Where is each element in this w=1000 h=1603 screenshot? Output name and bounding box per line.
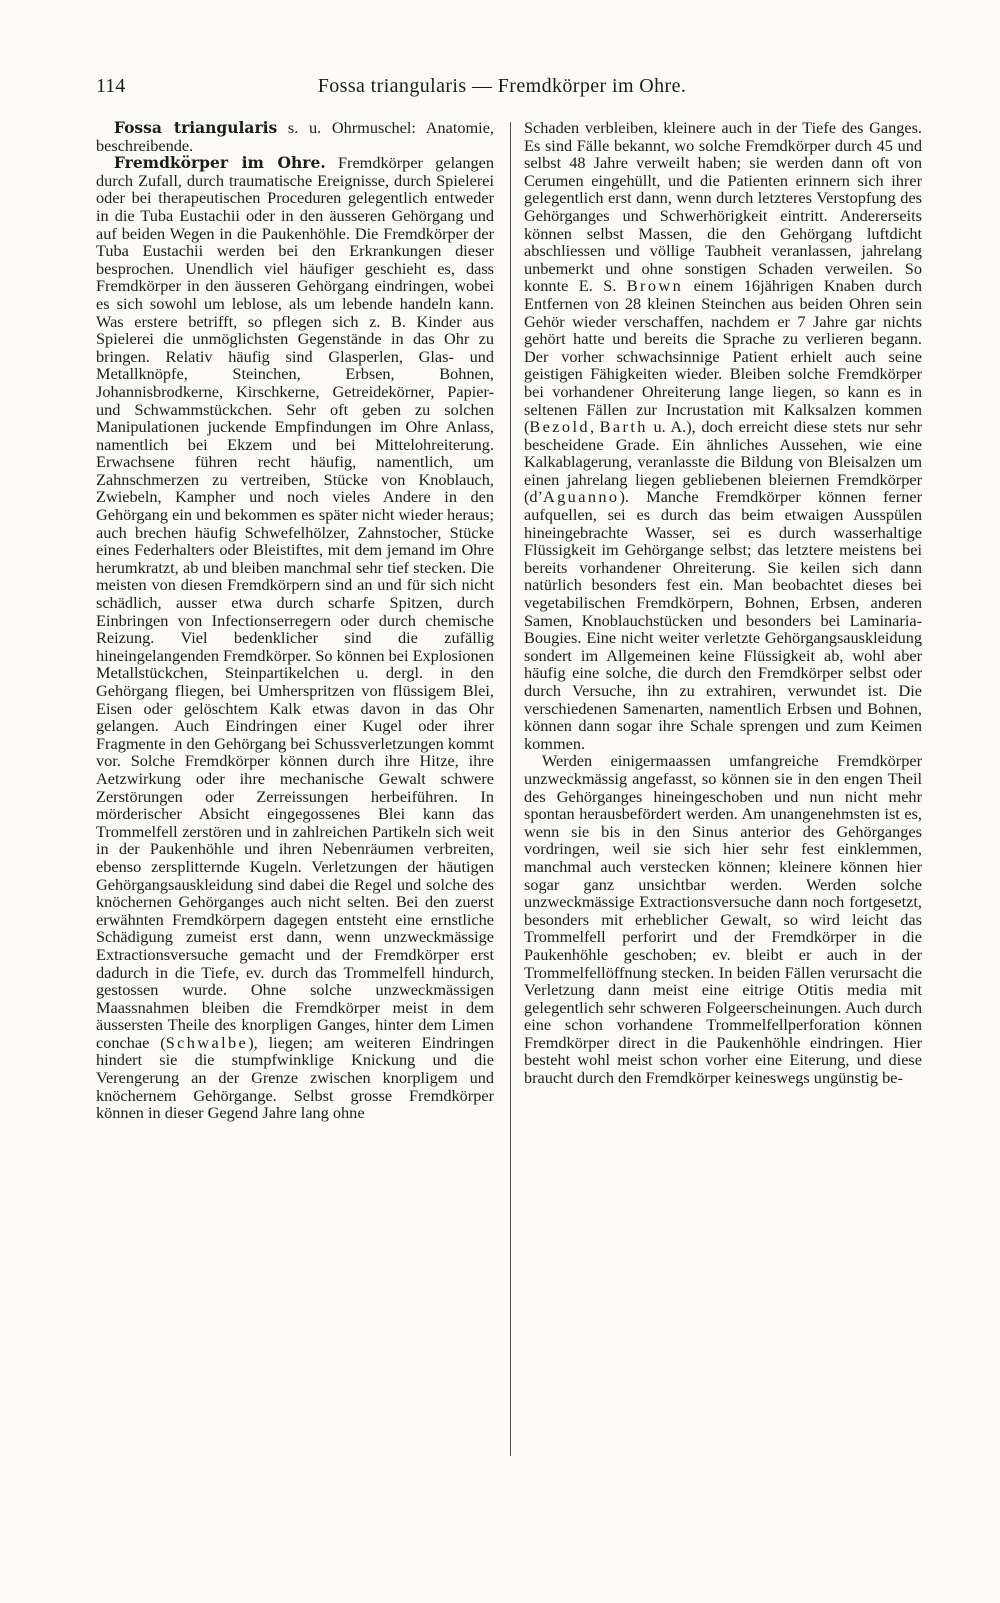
entry-term: Fremdkörper im Ohre. bbox=[113, 153, 326, 173]
text-run: Schaden verbleiben, kleinere auch in der Tiefe des Ganges. Es sind Fälle bekannt, wo solche Fremdkörper durch 45 und selbst 48 Jahre verweilt haben; sie werden dann oft von Cerumen eingehüllt, und die Patienten erinnern sich ihrer gelegentlich erst dann, wenn durch letzteres Verstopfung des Gehörganges und Schwerhörigkeit eintritt. Andererseits können selbst Massen, die den Gehörgang luftdicht abschliessen und völlige Taubheit veranlassen, jahrelang unbemerkt und ohne sonstigen Schaden verweilen. So konnte E. S. bbox=[524, 118, 922, 296]
paragraph bbox=[524, 119, 922, 752]
text-run: ). Manche Fremdkörper können ferner aufquellen, sei es durch das beim etwaigen Ausspülen hineingebrachte Wasser, sei es durch wasserhaltige Flüssigkeit im Gehörgange selbst; das letztere meistens bei bereits vorhandener Ohreiterung. Sie keilen sich dann natürlich besonders fest ein. Man beobachtet dieses bei vegetabilischen Fremdkörpern, Bohnen, Erbsen, anderen Samen, Knoblauchstücken und besonders bei Laminaria-Bougies. Eine nicht weiter verletzte Gehörgangsauskleidung sondert im Allgemeinen keine Flüssigkeit ab, wohl aber häufig eine solche, die durch den Fremdkörper selbst oder durch Versuche, ihn zu extrahiren, verwundet ist. Die verschiedenen Samenarten, namentlich Erbsen und Bohnen, können dann sogar ihre Schale sprengen und zum Keimen kommen. bbox=[524, 487, 922, 753]
entry-term: Fossa triangularis bbox=[113, 118, 278, 137]
author-name: Schwalbe bbox=[165, 1032, 249, 1052]
author-name: Bezold bbox=[529, 417, 590, 437]
text-run: u. A.), doch erreicht diese stets nur sehr bescheidene Grade. Ein ähnliches Aussehen, wie eine Kalkablagerung, veranlasste die Bildung von Bleisalzen um einen jahrelang liegen gebliebenen bleiernen Fremdkörper (d’ bbox=[524, 417, 923, 507]
entry-text: s. u. Ohrmuschel: Anatomie, beschreibende. bbox=[96, 118, 494, 155]
text-run: einem 16jährigen Knaben durch Entfernen von 28 kleinen Steinchen aus beiden Ohren sein Gehör wieder verschaffen, nachdem er 7 Jahre gar nichts gehört hatte und bereits die Sprache zu verlieren begann. Der vorher schwachsinnige Patient erhielt auch seine geistigen Fähigkeiten wieder. Bleiben solche Fremdkörper bei vorhandener Ohreiterung lange liegen, so kann es in seltenen Fällen zur Incrustation mit Kalksalzen kommen ( bbox=[524, 276, 923, 437]
entry-text: Fremdkörper gelangen durch Zufall, durch traumatische Ereignisse, durch Spielerei oder bei therapeutischen Proceduren gelegentlich entweder in die Tuba Eustachii oder in den äusseren Gehörgang und auf beiden Wegen in die Paukenhöhle. Die Fremdkörper der Tuba Eustachii werden bei den Erkrankungen dieser besprochen. Unendlich viel häufiger geschieht es, dass Fremdkörper in den äusseren Gehörgang eindringen, wobei es sich sowohl um leblose, als um lebende handeln kann. Was erstere betrifft, so pflegen sich z. B. Kinder aus Spielerei die unmöglichsten Gegenstände in das Ohr zu bringen. Relativ häufig sind Glasperlen, Glas- und Metallknöpfe, Steinchen, Erbsen, Bohnen, Johannisbrodkerne, Kirschkerne, Getreidekörner, Papier- und Schwammstückchen. Sehr oft geben zu solchen Manipulationen juckende Empfindungen im Ohre Anlass, namentlich bei Ekzem und bei Mittelohreiterung. Erwachsene führen recht häufig, namentlich, um Zahnschmerzen zu vertreiben, Stücke von Knoblauch, Zwiebeln, Kampher und noch vieles Andere in den Gehörgang ein und bekommen es später nicht wieder heraus; auch brechen häufig Schwefelhölzer, Zahnstocher, Stücke eines Federhalters oder Bleistiftes, mit dem jemand im Ohre herumkratzt, ab und bleiben manchmal sehr tief stecken. Die meisten von diesen Fremdkörpern sind an und für sich nicht schädlich, ausser etwa durch scharfe Spitzen, durch Einbringen von Infectionserregern oder durch chemische Reizung. Viel bedenklicher sind die zufällig hineingelangenden Fremdkörper. So können bei Explosionen Metallstückchen, Steinpartikelchen u. dergl. in den Gehörgang fliegen, bei Umherspritzen von flüssigem Blei, Eisen oder gelöschtem Kalk etwas davon in das Ohr gelangen. Auch Eindringen einer Kugel oder ihrer Fragmente in den Gehörgang bei Schussverletzungen kommt vor. Solche Fremdkörper können durch ihre Hitze, ihre Aetzwirkung oder ihre mechanische Gewalt schwere Zerstörungen oder Zerreissungen herbeiführen. In mörderischer Absicht eingegossenes Blei kann das Trommelfell zerstören und in zahlreichen Partikeln sich weit in der Paukenhöhle und ihren Nebenräumen verbreiten, ebenso zersplitternde Kugeln. Verletzungen der häutigen Gehörgangsauskleidung sind dabei die Regel und solche des knöchernen Gehörganges auch nicht selten. Bei den zuerst erwähnten Fremdkörpern dagegen entsteht eine ernstliche Schädigung zumeist erst dann, wenn unzweckmässige Extractionsversuche gemacht und der Fremdkörper erst dadurch in die Tiefe, ev. durch das Trommelfell hindurch, gestossen wurde. Ohne solche unzweckmässigen Maassnahmen bleiben die Fremdkörper meist in dem äussersten Theile des knorpligen Ganges, hinter dem Limen conchae ( bbox=[96, 153, 494, 1052]
right-column bbox=[524, 119, 922, 1087]
text-run: , bbox=[589, 417, 600, 437]
entry-text: ), liegen; am weiteren Eindringen hindert sie die stumpfwinklige Knickung und die Verengerung an der Grenze zwischen knorpligem und knöchernem Gehörgange. Selbst grosse Fremdkörper können in dieser Gegend Jahre lang ohne bbox=[96, 1032, 494, 1123]
author-name: Aguanno bbox=[542, 487, 620, 507]
entry-fremdkoerper bbox=[96, 154, 494, 1122]
column-divider bbox=[510, 122, 511, 1456]
author-name: Barth bbox=[599, 417, 648, 437]
left-column bbox=[96, 119, 494, 1122]
running-title: Fossa triangularis — Fremdkörper im Ohre. bbox=[317, 75, 687, 97]
page-number: 114 bbox=[96, 75, 126, 97]
entry-fossa-triangularis bbox=[96, 119, 494, 154]
paragraph: Werden einigermaassen umfangreiche Fremdkörper unzweckmässig angefasst, so können sie in den engen Theil des Gehörganges hineingeschoben und nun nicht mehr spontan herausbefördert werden. Am unangenehmsten ist es, wenn sie bis in den Sinus anterior des Gehörganges vordringen, weil sie sich hier sehr fest einklemmen, manchmal auch verstecken können; kleinere können hier sogar ganz unsichtbar werden. Werden solche unzweckmässige Extractionsversuche dann noch fortgesetzt, besonders mit erheblicher Gewalt, so wird leicht das Trommelfell perforirt und der Fremdkörper in die Paukenhöhle geschoben; ev. bleibt er auch in der Trommelfellöffnung stecken. In beiden Fällen verursacht die Verletzung dann meist eine eitrige Otitis media mit gelegentlich sehr schweren Folgeerscheinungen. Auch durch eine schon vorhandene Trommelfellperforation können Fremdkörper direct in die Paukenhöhle eindringen. Hier besteht wohl meist schon vorher eine Eiterung, und diese braucht durch den Fremdkörper keineswegs ungünstig be- bbox=[524, 751, 922, 1088]
author-name: Brown bbox=[626, 276, 684, 296]
